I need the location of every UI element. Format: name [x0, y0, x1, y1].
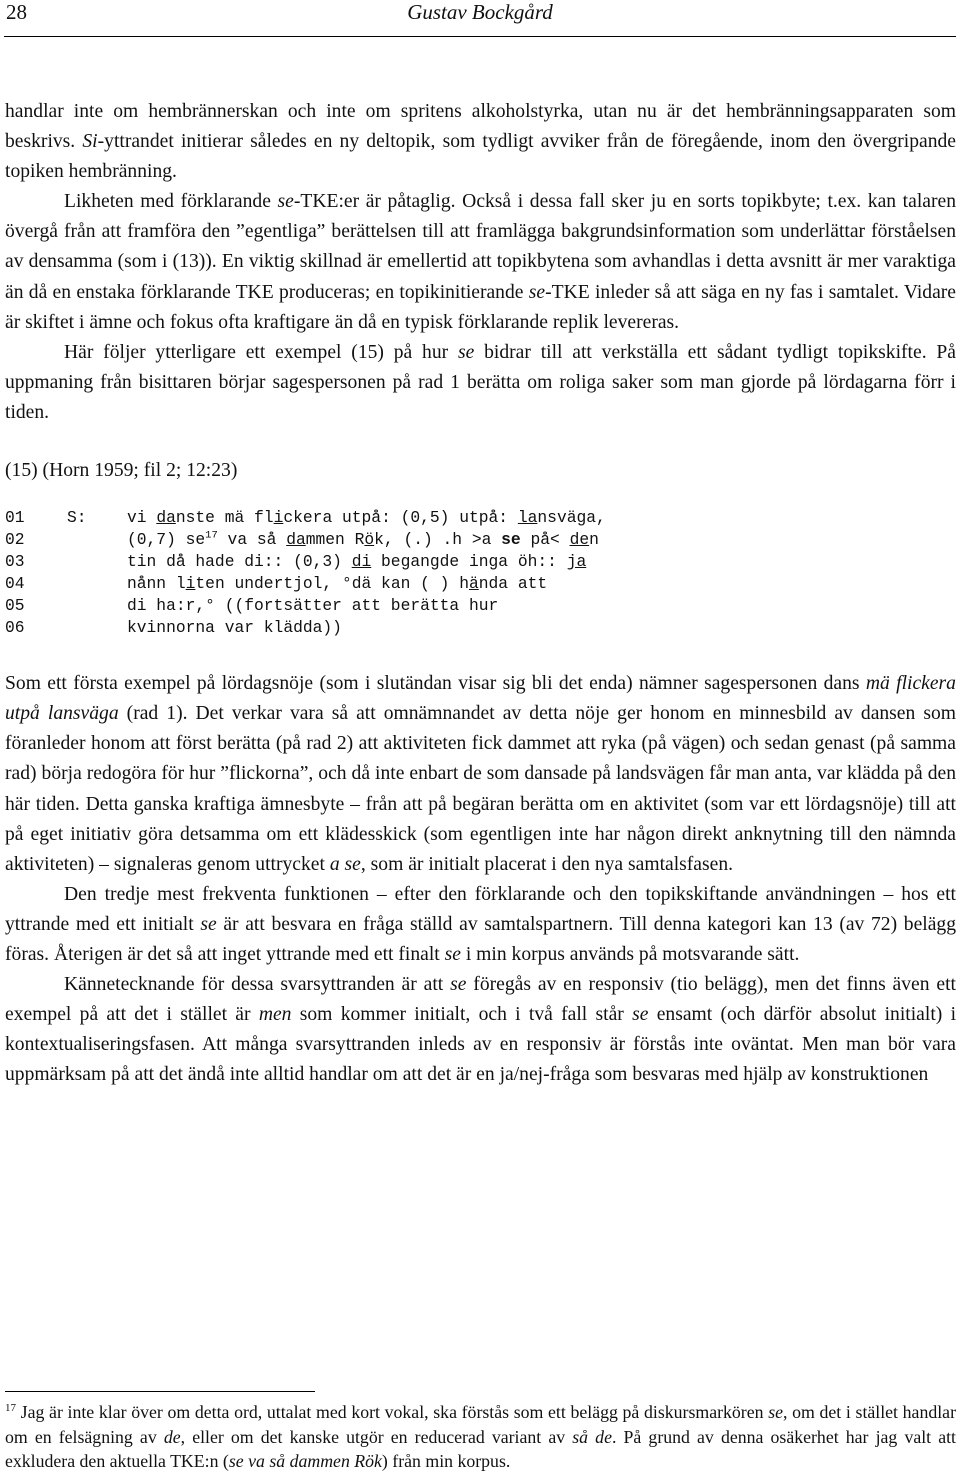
stressed-syllable: di [351, 552, 372, 572]
text-run: nste mä fl [175, 508, 274, 528]
footnote [5, 1400, 956, 1474]
utterance [127, 507, 606, 529]
text-run: nsväga, [537, 508, 606, 528]
speaker-label [67, 529, 127, 551]
footnote-text [5, 1402, 956, 1471]
line-number: 03 [5, 552, 25, 572]
line-number: 04 [5, 574, 25, 594]
italic-term: se [457, 341, 475, 363]
speaker-label [67, 551, 127, 573]
text-run: föregås av en responsiv (tio belägg), men det finns även ett exempel på att det i stället är [5, 974, 956, 1026]
text-run: Likheten med förklarande [64, 191, 278, 213]
stressed-syllable: i [185, 574, 196, 594]
text-run: ensamt (och därför absolut initialt) i kontextualiseringsfasen. Att många svarsyttranden inleds av en responsiv är förstås inte oväntat. Men man bör vara uppmärksam på att det ändå inte alltid handlar om att det är en ja/nej-fråga som besvaras med hjälp av konstruktionen [5, 1004, 957, 1086]
text-run: som kommer initialt, och i två fall står [291, 1004, 633, 1026]
stressed-syllable: ja [566, 552, 587, 572]
body-text [5, 97, 956, 1090]
italic-term: se [768, 1402, 783, 1422]
footnote-rule [5, 1391, 315, 1392]
running-title: Gustav Bockgård [407, 0, 553, 24]
stressed-syllable: ä [468, 574, 479, 594]
speaker-label: S: [67, 508, 87, 528]
paragraph [5, 187, 956, 337]
transcript-line [5, 617, 956, 639]
italic-term: mä flickera utpå lansväga [5, 673, 956, 725]
transcript-line [5, 529, 956, 551]
text-run: bidrar till att verkställa ett sådant tydligt topikskifte. På uppmaning från bisittaren börjar sagespersonen på rad 1 berätta om roliga saker som man gjorde på lördagarna förr i tiden. [5, 341, 956, 423]
text-run: -yttrandet initierar således en ny deltopik, som tydligt avviker från de föregående, inom den övergripande topiken hembränning. [5, 131, 956, 183]
text-run: Här följer ytterligare ett exempel (15) på hur [64, 341, 458, 363]
text-run: Kännetecknande för dessa svarsyttranden är att [64, 974, 451, 996]
transcript-line [5, 573, 956, 595]
paragraph [5, 880, 956, 970]
text-run: nda att [478, 574, 548, 594]
text-run: -TKE:er är påtaglig. Också i dessa fall sker ju en sorts topikbyte; t.ex. kan talaren övergå från att framföra den ”egentliga” berättelsen till att framlägga bakgrundsinformation som underlättar förståelsen av densamma (som i (13)). En viktig skillnad är emellertid att topikbytena som avhandlas i detta avsnitt är mer varaktiga än då en enstaka förklarande TKE produceras; en topikinitierande [5, 191, 956, 303]
text-run: kvinnorna var klädda)) [127, 618, 342, 638]
line-number: 01 [5, 508, 25, 528]
italic-term: de [163, 1426, 181, 1447]
stressed-syllable: la [517, 508, 538, 528]
transcript-line [5, 595, 956, 617]
utterance [127, 617, 342, 639]
utterance [127, 595, 498, 617]
text-run: på< [520, 530, 570, 550]
italic-term: se [277, 191, 294, 213]
text-run: di ha:r,° ((fortsätter att berätta hur [127, 596, 499, 616]
speaker-label [67, 573, 127, 595]
line-number: 02 [5, 530, 25, 550]
text-run: , eller om det kanske utgör en reducerad variant av [180, 1426, 573, 1447]
page-number: 28 [6, 0, 27, 24]
text-run: k, (.) .h >a [374, 530, 502, 550]
transcript-line [5, 507, 956, 529]
stressed-syllable: ö [364, 530, 375, 550]
text-run: i min korpus används på motsvarande sätt. [460, 943, 800, 965]
stressed-syllable: de [569, 530, 590, 550]
text-run: ckera utpå: (0,5) utpå: [283, 508, 518, 528]
italic-term: se [632, 1004, 649, 1026]
transcript-line [5, 551, 956, 573]
text-run: . På grund av denna osäkerhet har jag valt att exkludera den aktuella TKE:n ( [5, 1426, 956, 1472]
text-run: tin då hade di:: (0,3) [127, 552, 352, 572]
text-run: n [589, 530, 599, 550]
line-number: 05 [5, 596, 25, 616]
italic-term: se [450, 974, 467, 996]
italic-term: men [258, 1004, 292, 1026]
example-label: (15) (Horn 1959; fil 2; 12:23) [5, 460, 238, 482]
text-run: mmen R [305, 530, 365, 550]
text-run: va så [217, 530, 287, 550]
italic-term: se [528, 281, 546, 303]
speaker-label [67, 595, 127, 617]
italic-term: se [444, 943, 461, 965]
paragraph [5, 669, 956, 880]
text-run: Som ett första exempel på lördagsnöje (som i slutändan visar sig bli det enda) nämner sagespersonen dans [5, 673, 866, 695]
text-run: är att besvara en fråga ställd av samtalspartnern. Till denna kategori kan 13 (av 72) belägg föras. Återigen är det så att inget yttrande med ett finalt [5, 913, 957, 965]
text-run: Den tredje mest frekventa funktionen – efter den förklarande och den topikskiftande användningen – hos ett yttrande med ett initialt [5, 883, 956, 935]
text-run: (0,7) se [127, 530, 206, 550]
transcript [5, 507, 956, 639]
stressed-syllable: i [273, 508, 284, 528]
italic-term: Si [82, 131, 98, 153]
footnote-number: 17 [5, 1402, 16, 1415]
text-run: , om det i stället handlar om en felsägning av [5, 1402, 956, 1447]
text-run: nånn l [127, 574, 186, 594]
text-run: ten undertjol, °dä kan ( ) h [195, 574, 469, 594]
utterance [127, 551, 586, 573]
text-run: (rad 1). Det verkar vara så att omnämnandet av detta nöje ger honom en minnesbild av dansen som föranleder honom att först berätta (på rad 2) att aktiviteten fick dammet att ryka (på vägen) och sedan genast (på samma rad) börja redogöra för hur ”flickorna”, och då inte enbart de som dansade på landsvägen får man anta, var klädda på den här tiden. Detta ganska kraftiga ämnesbyte – från att på begäran berätta om en aktivitet (som var ett lördagsnöje) till att på eget initiativ göra detsamma om ett klädesskick (som egentligen inte har någon direkt anknytning till den nämnda aktiviteten) – signaleras genom uttrycket [5, 703, 957, 875]
italic-term: så de [572, 1426, 612, 1447]
paragraph [5, 97, 956, 187]
text-run: handlar inte om hembrännerskan och inte om spritens alkoholstyrka, utan nu är det hembränningsapparaten som beskrivs. [5, 101, 956, 153]
stressed-syllable: da [286, 530, 306, 550]
utterance [127, 529, 599, 551]
text-run: , som är initialt placerat i den nya samtalsfasen. [360, 853, 734, 875]
paragraph [5, 338, 956, 428]
header-rule [4, 36, 956, 37]
text-run: vi [127, 508, 157, 528]
text-run: ) från min korpus. [381, 1451, 511, 1472]
utterance [127, 573, 547, 595]
paragraph [5, 970, 956, 1090]
page-header [4, 0, 956, 36]
italic-term: se va så dammen Rök [228, 1451, 382, 1472]
text-run: -TKE inleder så att säga en ny fas i samtalet. Vidare är skiftet i ämne och fokus ofta kraftigare än då en typisk förklarande replik levereras. [5, 281, 957, 333]
text-run: begangde inga öh:: [371, 552, 567, 572]
stressed-syllable: da [156, 508, 176, 528]
italic-term: a se [329, 853, 361, 875]
speaker-label [67, 617, 127, 639]
line-number: 06 [5, 618, 25, 638]
emphasized-token: se [501, 530, 521, 550]
italic-term: se [200, 913, 217, 935]
footnote-ref: 17 [205, 529, 218, 542]
text-run: Jag är inte klar över om detta ord, uttalat med kort vokal, ska förstås som ett belägg på diskursmarkören [16, 1402, 769, 1422]
